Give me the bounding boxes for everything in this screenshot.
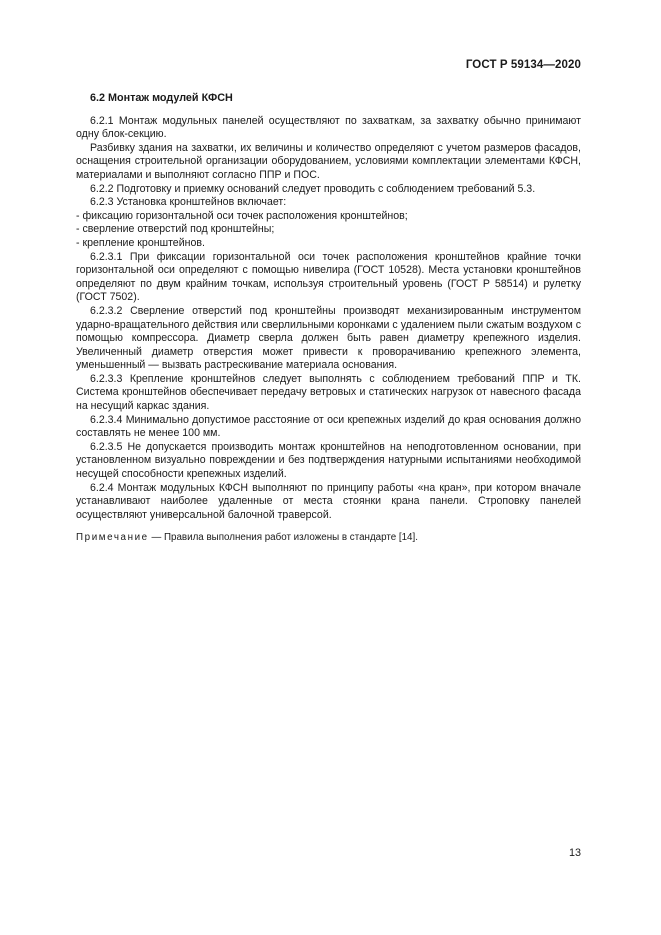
list-item: - фиксацию горизонтальной оси точек расположения кронштейнов; xyxy=(76,209,408,222)
paragraph-6-2-3-1: 6.2.3.1 При фиксации горизонтальной оси точек расположения кронштейнов крайние точки горизонтальной оси определяют с помощью нивелира (ГОСТ 10528). Места установки кронштейнов определяют по двум крайним точкам, используя строительный уровень (ГОСТ Р 58514) и рулетку (ГОСТ 7502). xyxy=(76,250,581,304)
paragraph-6-2-1: 6.2.1 Монтаж модульных панелей осуществляют по захваткам, за захватку обычно принимают одну блок-секцию. xyxy=(76,114,581,141)
list-item: - сверление отверстий под кронштейны; xyxy=(76,223,275,236)
note-label: Примечание xyxy=(76,532,149,544)
paragraph-6-2-4: 6.2.4 Монтаж модульных КФСН выполняют по принципу работы «на кран», при котором вначале устанавливают наиболее удаленные от места стоянки крана панели. Строповку панелей осуществляют универсальной балочной траверсой. xyxy=(76,481,581,521)
paragraph-6-2-3-5: 6.2.3.5 Не допускается производить монтаж кронштейнов на неподготовленном основании, при установленном визуально повреждении и без подтверждения натурными испытаниями необходимой несущей способности крепежных изделий. xyxy=(76,440,581,481)
section-title: 6.2 Монтаж модулей КФСН xyxy=(90,92,233,104)
paragraph-zones: Разбивку здания на захватки, их величины и количество определяют с учетом размеров фасадов, оснащения строительной организации оборудованием, условиями комплектации элементами КФСН, материалами и выполняют согласно ППР и ПОС. xyxy=(76,141,581,181)
paragraph-6-2-3-4: 6.2.3.4 Минимально допустимое расстояние от оси крепежных изделий до края основания должно составлять не менее 100 мм. xyxy=(76,413,581,440)
paragraph-6-2-3-2: 6.2.3.2 Сверление отверстий под кронштейны производят механизированным инструментом ударно-вращательного действия или сверлильными коронками с удалением пыли сжатым воздухом с помощью компрессора. Диаметр сверла должен быть равен диаметру крепежного изделия. Увеличенный диаметр отверстия может привести к проворачиванию крепежного элемента, уменьшенный — вызвать растрескивание материала основания. xyxy=(76,304,581,372)
list-item: - крепление кронштейнов. xyxy=(76,236,205,249)
document-code: ГОСТ Р 59134—2020 xyxy=(465,59,581,71)
paragraph-6-2-3-3: 6.2.3.3 Крепление кронштейнов следует выполнять с соблюдением требований ППР и ТК. Система кронштейнов обеспечивает передачу ветровых и статических нагрузок от навесного фасада на несущий каркас здания. xyxy=(76,372,581,413)
main-content xyxy=(76,92,581,554)
note-text: — Правила выполнения работ изложены в стандарте [14]. xyxy=(148,532,418,544)
paragraph-6-2-2: 6.2.2 Подготовку и приемку оснований следует проводить с соблюдением требований 5.3. xyxy=(90,182,536,195)
note xyxy=(76,532,581,544)
page-number: 13 xyxy=(568,847,581,859)
paragraph-6-2-3: 6.2.3 Установка кронштейнов включает: xyxy=(90,196,287,209)
